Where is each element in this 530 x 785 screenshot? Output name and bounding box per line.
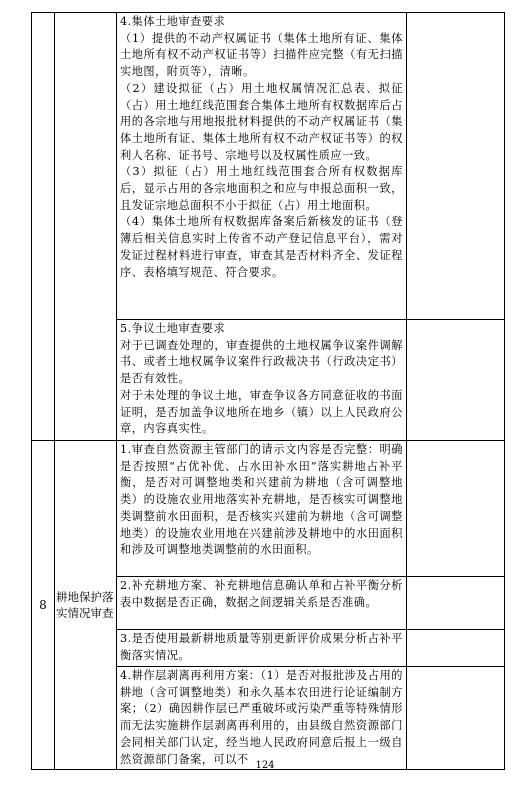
- review-table: [31, 12, 505, 770]
- requirement-paragraph: 2.补充耕地方案、补充耕地信息确认单和占补平衡分析表中数据是否正确，数据之间逻辑关系是否准确。: [120, 579, 403, 609]
- requirement-paragraph: 对于已调查处理的，审查提供的土地权属争议案件调解书、或者土地权属争议案件行政裁决书（行政决定书）是否有效性。: [120, 338, 403, 386]
- table-row: [32, 13, 505, 320]
- requirement-paragraph: 对于未处理的争议土地，审查争议各方同意征收的书面证明，是否加盖争议地所在地乡（镇）以上人民政府公章，内容真实性。: [120, 388, 403, 436]
- requirement-paragraph: 1.审查自然资源主管部门的请示文内容是否完整：明确是否按照“占优补优、占水田补水田”落实耕地占补平衡，是否对可调整地类和兴建前为耕地（含可调整地类）的设施农业用地落实补充耕地，是否核实可调整地类调整前水田面积，是否核实兴建前为耕地（含可调整地类）的设施农业用地在兴建前涉及耕地中的水田面积和涉及可调整地类调整前的水田面积。: [120, 443, 403, 557]
- requirement-paragraph: 4.耕作层剥离再利用方案：（1）是否对报批涉及占用的耕地（含可调整地类）和永久基本农田进行论证编制方案；（2）确因耕作层已严重破坏或污染严重等特殊情形而无法实施耕作层剥离再利用的，由县级自然资源部门会同相关部门认定，经当地人民政府同意后报上一级自然资源部门备案，可以不: [120, 669, 403, 766]
- table-row: [32, 441, 505, 577]
- requirement-cell: [117, 320, 407, 441]
- requirement-paragraph: （1）提供的不动产权属证书（集体土地所有证、集体土地所有权不动产权证书等）扫描件应完整（有无扫描实地图，附页等），清晰。: [120, 31, 403, 79]
- requirement-heading: 5.争议土地审查要求: [120, 322, 226, 335]
- remarks-cell: [407, 320, 505, 441]
- remarks-cell: [407, 577, 505, 630]
- number-cell: [32, 13, 55, 441]
- requirement-cell: [117, 577, 407, 630]
- section-number: 8: [32, 441, 55, 770]
- section-item-title: 耕地保护落实情况审查: [55, 441, 117, 770]
- item-cell: [55, 13, 117, 441]
- requirement-cell: [117, 13, 407, 320]
- remarks-cell: [407, 441, 505, 577]
- remarks-cell: [407, 667, 505, 770]
- requirement-cell: [117, 441, 407, 577]
- requirement-paragraph: 3.是否使用最新耕地质量等别更新评价成果分析占补平衡落实情况。: [120, 632, 403, 662]
- remarks-cell: [407, 630, 505, 667]
- requirement-cell: [117, 667, 407, 770]
- remarks-cell: [407, 13, 505, 320]
- requirement-cell: [117, 630, 407, 667]
- requirement-heading: 4.集体土地审查要求: [120, 15, 226, 28]
- requirement-paragraph: （3）拟征（占）用土地红线范围套合所有权数据库后，显示占用的各宗地面积之和应与申报总面积一致，且发证宗地总面积不小于拟征（占）用土地面积。: [120, 165, 403, 212]
- requirement-paragraph: （4）集体土地所有权数据库备案后新核发的证书（登簿后相关信息实时上传省不动产登记信息平台），需对发证过程材料进行审查，审查其是否材料齐全、发证程序、表格填写规范、符合要求。: [120, 215, 403, 279]
- page-number: 124: [255, 760, 275, 771]
- requirement-paragraph: （2）建设拟征（占）用土地权属情况汇总表、拟征（占）用土地红线范围套合集体土地所有权数据库后占用的各宗地与用地报批材料提供的不动产权属证书（集体土地所有证、集体土地所有权不动产权证书等）的权利人名称、证书号、宗地号以及权属性质应一致。: [120, 81, 403, 162]
